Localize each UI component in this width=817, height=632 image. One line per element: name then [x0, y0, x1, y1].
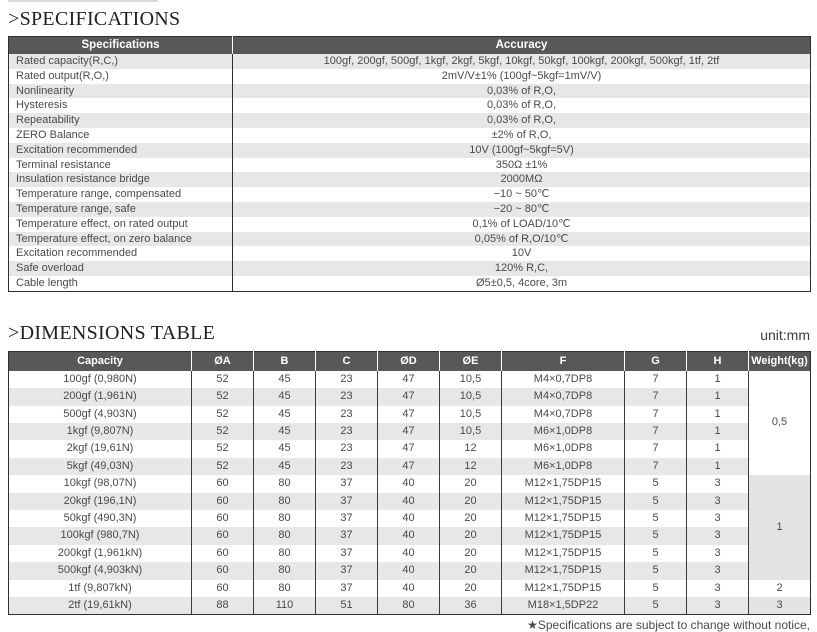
spec-label: Temperature range, compensated [16, 188, 182, 201]
spec-label: Safe overload [16, 262, 84, 275]
dims-header-c: C [316, 351, 378, 371]
table-row [9, 113, 811, 128]
dims-header-row [9, 351, 811, 371]
page-top-divider [8, 0, 158, 2]
dim-cell: 40 [378, 580, 440, 597]
dim-cell: 10,5 [440, 406, 502, 423]
dimensions-table [8, 351, 811, 616]
spec-value: Ø5±0,5, 4core, 3m [233, 276, 811, 291]
dim-cell: 40 [378, 493, 440, 510]
spec-label: Excitation recommended [16, 247, 138, 260]
dim-cell: M4×0,7DP8 [502, 388, 625, 405]
dim-cell: M12×1,75DP15 [502, 527, 625, 544]
dim-cell: M6×1,0DP8 [502, 458, 625, 475]
table-row [9, 54, 811, 69]
dim-capacity: 50kgf (490,3N) [63, 512, 137, 524]
spec-value: 0,1% of LOAD/10℃ [233, 217, 811, 232]
dim-cell: 80 [254, 475, 316, 492]
dim-cell: 60 [192, 475, 254, 492]
dim-cell: M18×1,5DP22 [502, 597, 625, 615]
dim-cell: 7 [625, 388, 687, 405]
table-row [9, 388, 811, 405]
dim-cell: 23 [316, 458, 378, 475]
dim-cell: 60 [192, 580, 254, 597]
table-row [9, 69, 811, 84]
table-row [9, 545, 811, 562]
dim-cell: 20 [440, 475, 502, 492]
dim-cell: 60 [192, 510, 254, 527]
dim-capacity: 200gf (1,961N) [63, 390, 137, 403]
dim-cell: 1 [687, 423, 749, 440]
spec-header-row [9, 37, 811, 55]
table-row [9, 423, 811, 440]
dim-cell: M4×0,7DP8 [502, 406, 625, 423]
dim-cell: M12×1,75DP15 [502, 562, 625, 579]
dim-capacity: 20kgf (196,1N) [63, 494, 137, 507]
dim-cell: 10,5 [440, 423, 502, 440]
dim-cell: M12×1,75DP15 [502, 580, 625, 597]
dim-cell: 12 [440, 440, 502, 457]
dim-cell: 20 [440, 493, 502, 510]
table-row [9, 276, 811, 291]
dim-cell: 60 [192, 527, 254, 544]
specifications-section-title: >SPECIFICATIONS [8, 8, 181, 30]
spec-value: 350Ω ±1% [233, 158, 811, 173]
dim-cell: 52 [192, 423, 254, 440]
spec-value: 0,03% of R,O, [233, 113, 811, 128]
weight-cell: 2 [749, 580, 811, 597]
dim-cell: 3 [687, 562, 749, 579]
unit-label: unit:mm [760, 326, 810, 343]
dim-cell: 47 [378, 440, 440, 457]
dim-cell: 37 [316, 545, 378, 562]
dims-header-b: B [254, 351, 316, 371]
table-row [9, 597, 811, 615]
dim-cell: 7 [625, 440, 687, 457]
dim-capacity: 5kgf (49,03N) [66, 459, 134, 472]
dim-cell: M12×1,75DP15 [502, 475, 625, 492]
weight-cell: 0,5 [749, 371, 811, 475]
dim-cell: 23 [316, 423, 378, 440]
spec-label: Cable length [16, 276, 78, 289]
dim-cell: 80 [254, 545, 316, 562]
dim-cell: 45 [254, 440, 316, 457]
spec-value: 0,05% of R,O/10℃ [233, 232, 811, 247]
dim-cell: 20 [440, 562, 502, 579]
dim-cell: 37 [316, 475, 378, 492]
dim-cell: 36 [440, 597, 502, 615]
dim-capacity: 2kgf (19,61N) [66, 442, 134, 455]
spec-value: 0,03% of R,O, [233, 98, 811, 113]
spec-label: Temperature range, safe [16, 202, 136, 215]
dim-cell: 20 [440, 527, 502, 544]
dim-cell: 80 [254, 527, 316, 544]
table-row [9, 98, 811, 113]
dim-cell: 37 [316, 562, 378, 579]
dim-cell: 12 [440, 458, 502, 475]
dims-header-dia-d: ØD [378, 351, 440, 371]
table-row [9, 440, 811, 457]
dim-cell: 40 [378, 545, 440, 562]
dim-capacity: 100gf (0,980N) [63, 372, 137, 385]
dim-cell: 1 [687, 371, 749, 388]
table-row [9, 232, 811, 247]
dim-cell: 3 [687, 527, 749, 544]
dim-cell: 45 [254, 458, 316, 475]
spec-label: Excitation recommended [16, 143, 138, 156]
dim-cell: 47 [378, 371, 440, 388]
spec-value: 0,03% of R,O, [233, 84, 811, 99]
dim-cell: 37 [316, 527, 378, 544]
dim-cell: 1 [687, 388, 749, 405]
dim-capacity: 500kgf (4,903kN) [57, 564, 143, 577]
table-row [9, 261, 811, 276]
table-row [9, 371, 811, 388]
table-row [9, 406, 811, 423]
dim-capacity: 100kgf (980,7N) [60, 529, 140, 542]
table-row [9, 562, 811, 579]
dim-cell: 80 [254, 510, 316, 527]
dims-header-dia-a: ØA [192, 351, 254, 371]
table-row [9, 187, 811, 202]
dim-cell: 37 [316, 493, 378, 510]
table-row [9, 580, 811, 597]
dim-cell: 3 [687, 510, 749, 527]
table-row [9, 158, 811, 173]
dim-cell: 45 [254, 406, 316, 423]
dim-cell: 47 [378, 423, 440, 440]
dim-cell: M6×1,0DP8 [502, 423, 625, 440]
dim-cell: M6×1,0DP8 [502, 440, 625, 457]
spec-label: Temperature effect, on rated output [16, 217, 188, 230]
dim-cell: 7 [625, 423, 687, 440]
footnote: ★Specifications are subject to change without notice, [527, 618, 810, 632]
dims-header-h: H [687, 351, 749, 371]
dim-cell: 7 [625, 406, 687, 423]
dim-cell: 5 [625, 475, 687, 492]
dim-cell: 52 [192, 440, 254, 457]
dim-capacity: 200kgf (1,961kN) [57, 546, 143, 559]
dim-cell: 80 [254, 562, 316, 579]
dim-cell: 37 [316, 580, 378, 597]
dimensions-section-title: >DIMENSIONS TABLE [8, 321, 216, 344]
dim-cell: 5 [625, 597, 687, 615]
spec-label: Rated capacity(R,C,) [16, 55, 119, 67]
spec-label: ZERO Balance [16, 128, 90, 141]
dim-cell: 5 [625, 510, 687, 527]
dim-cell: 3 [687, 493, 749, 510]
dim-cell: 5 [625, 527, 687, 544]
table-row [9, 217, 811, 232]
dim-cell: M12×1,75DP15 [502, 493, 625, 510]
dim-cell: 3 [687, 475, 749, 492]
dim-cell: 20 [440, 580, 502, 597]
spec-header-specifications: Specifications [9, 37, 233, 55]
dim-cell: 80 [254, 493, 316, 510]
dim-cell: 47 [378, 406, 440, 423]
dims-header-dia-e: ØE [440, 351, 502, 371]
dim-cell: 3 [687, 597, 749, 615]
table-row [9, 202, 811, 217]
dim-cell: 1 [687, 440, 749, 457]
table-row [9, 510, 811, 527]
spec-value: ±2% of R,O, [233, 128, 811, 143]
dim-cell: M12×1,75DP15 [502, 510, 625, 527]
dim-capacity: 10kgf (98,07N) [63, 477, 137, 490]
spec-value: −10 ~ 50℃ [233, 187, 811, 202]
dim-cell: M12×1,75DP15 [502, 545, 625, 562]
dim-cell: 51 [316, 597, 378, 615]
dim-cell: 80 [254, 580, 316, 597]
table-row [9, 172, 811, 187]
spec-label: Terminal resistance [16, 158, 111, 171]
dim-cell: M4×0,7DP8 [502, 371, 625, 388]
table-row [9, 143, 811, 158]
dim-cell: 60 [192, 493, 254, 510]
spec-value: 2mV/V±1% (100gf~5kgf=1mV/V) [233, 69, 811, 84]
dim-cell: 110 [254, 597, 316, 615]
dim-cell: 5 [625, 545, 687, 562]
dim-cell: 3 [687, 580, 749, 597]
dim-cell: 37 [316, 510, 378, 527]
dim-cell: 5 [625, 562, 687, 579]
dim-cell: 45 [254, 423, 316, 440]
dim-cell: 52 [192, 406, 254, 423]
weight-cell: 3 [749, 597, 811, 615]
dim-cell: 1 [687, 406, 749, 423]
dims-header-f: F [502, 351, 625, 371]
dim-cell: 47 [378, 388, 440, 405]
dim-cell: 80 [378, 597, 440, 615]
dim-cell: 23 [316, 406, 378, 423]
spec-value: 10V (100gf~5kgf=5V) [233, 143, 811, 158]
dim-cell: 40 [378, 527, 440, 544]
dim-cell: 20 [440, 510, 502, 527]
dim-cell: 10,5 [440, 388, 502, 405]
table-row [9, 493, 811, 510]
dim-cell: 40 [378, 562, 440, 579]
spec-label: Rated output(R,O,) [16, 69, 109, 82]
dim-cell: 60 [192, 545, 254, 562]
dim-cell: 23 [316, 371, 378, 388]
spec-header-accuracy: Accuracy [233, 37, 811, 55]
spec-label: Nonlinearity [16, 84, 75, 97]
dim-capacity: 500gf (4,903N) [63, 407, 137, 420]
dim-capacity: 1tf (9,807kN) [68, 581, 132, 594]
spec-label: Hysteresis [16, 99, 68, 112]
dim-capacity: 1kgf (9,807N) [66, 424, 134, 437]
dim-cell: 7 [625, 371, 687, 388]
dim-cell: 60 [192, 562, 254, 579]
dim-cell: 52 [192, 371, 254, 388]
dim-cell: 47 [378, 458, 440, 475]
dim-capacity: 2tf (19,61kN) [68, 599, 132, 612]
table-row [9, 475, 811, 492]
specifications-table [8, 36, 811, 292]
table-row [9, 458, 811, 475]
dims-header-weight: Weight(kg) [749, 351, 811, 371]
spec-value: 120% R,C, [233, 261, 811, 276]
dim-cell: 10,5 [440, 371, 502, 388]
dim-cell: 40 [378, 475, 440, 492]
dim-cell: 52 [192, 458, 254, 475]
dim-cell: 3 [687, 545, 749, 562]
dim-cell: 88 [192, 597, 254, 615]
dims-header-g: G [625, 351, 687, 371]
dim-cell: 1 [687, 458, 749, 475]
table-row [9, 527, 811, 544]
dim-cell: 5 [625, 580, 687, 597]
spec-value: −20 ~ 80℃ [233, 202, 811, 217]
dim-cell: 5 [625, 493, 687, 510]
table-row [9, 246, 811, 261]
dim-cell: 20 [440, 545, 502, 562]
spec-label: Insulation resistance bridge [16, 173, 150, 186]
spec-label: Repeatability [16, 114, 80, 127]
weight-cell: 1 [749, 475, 811, 579]
dim-cell: 52 [192, 388, 254, 405]
dim-cell: 7 [625, 458, 687, 475]
dims-header-capacity: Capacity [9, 351, 192, 371]
spec-value: 10V [233, 246, 811, 261]
dim-cell: 40 [378, 510, 440, 527]
spec-label: Temperature effect, on zero balance [16, 232, 192, 245]
dim-cell: 23 [316, 440, 378, 457]
table-row [9, 128, 811, 143]
dim-cell: 23 [316, 388, 378, 405]
spec-value: 100gf, 200gf, 500gf, 1kgf, 2kgf, 5kgf, 10kgf, 50kgf, 100kgf, 200kgf, 500kgf, 1tf, 2tf [233, 54, 811, 69]
spec-value: 2000MΩ [233, 172, 811, 187]
dimensions-title-bar [8, 322, 810, 344]
dim-cell: 45 [254, 388, 316, 405]
dim-cell: 45 [254, 371, 316, 388]
table-row [9, 84, 811, 99]
